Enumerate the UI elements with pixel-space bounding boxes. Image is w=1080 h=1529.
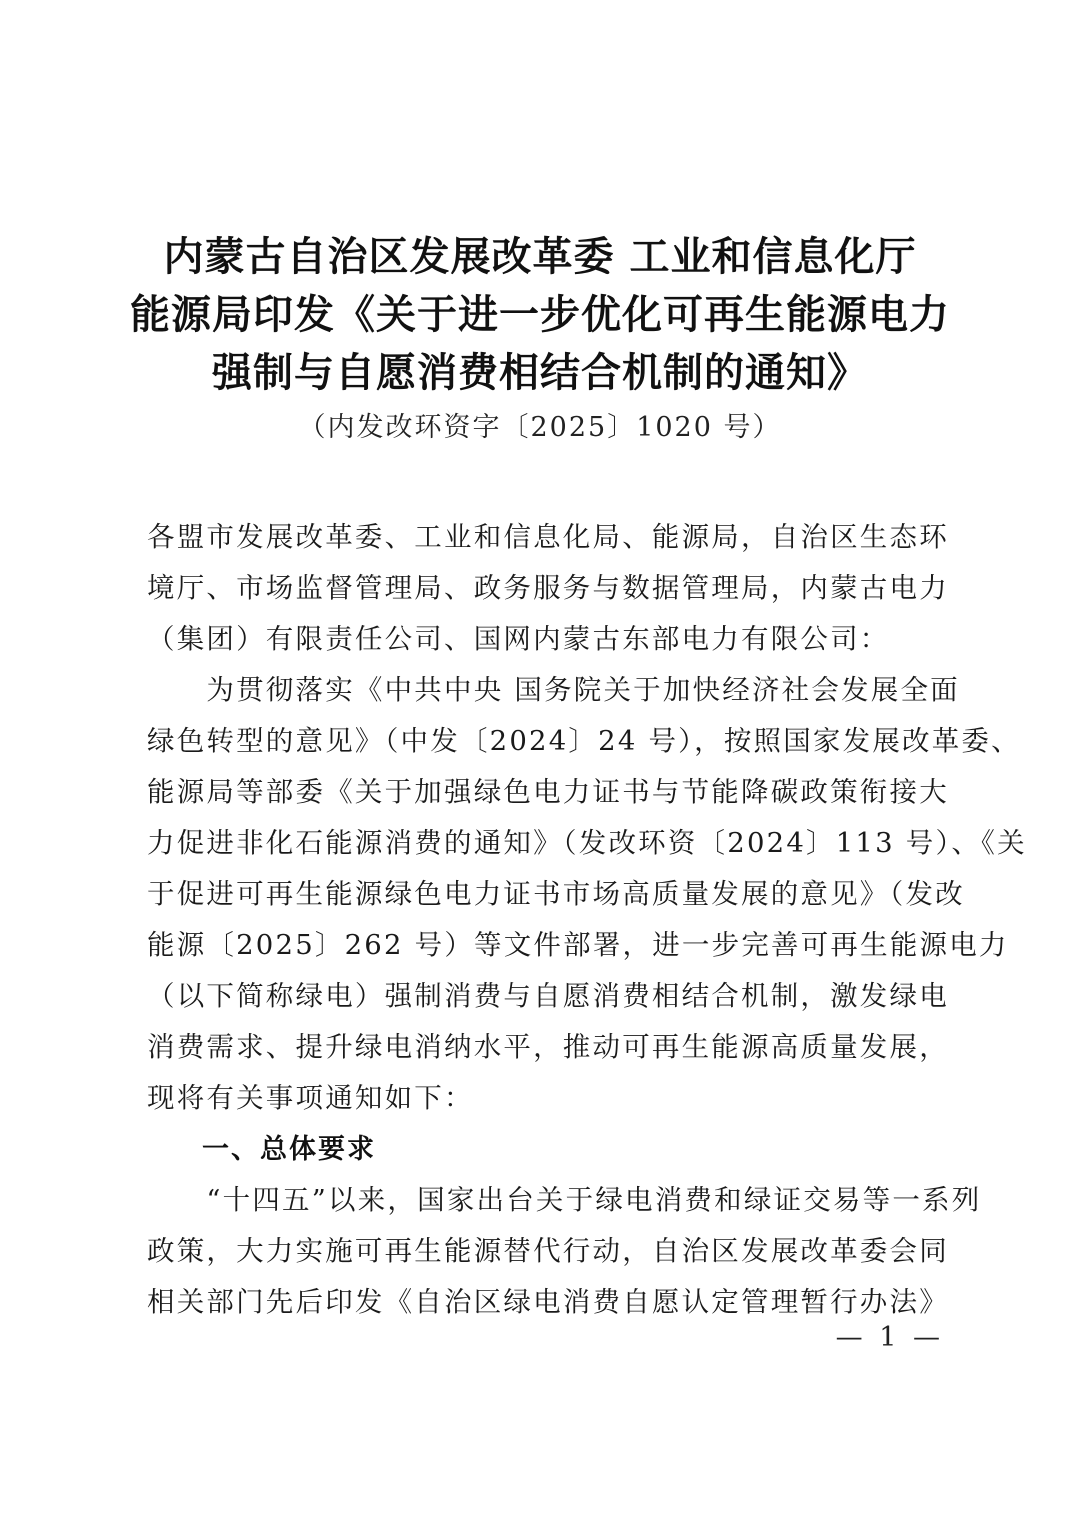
intro-line: 绿色转型的意见》（中发〔2024〕24 号），按照国家发展改革委、	[147, 725, 1021, 757]
document-number: （内发改环资字〔2025〕1020 号）	[298, 412, 782, 443]
intro-line: 能源局等部委《关于加强绿色电力证书与节能降碳政策衔接大	[147, 776, 949, 808]
document-body	[147, 512, 1027, 1328]
section-heading: 一、总体要求	[202, 1134, 376, 1165]
addressee-line: 各盟市发展改革委、工业和信息化局、能源局，自治区生态环	[147, 521, 949, 553]
section-line: “十四五”以来，国家出台关于绿电消费和绿证交易等一系列	[147, 1184, 982, 1216]
intro-line: （以下简称绿电）强制消费与自愿消费相结合机制，激发绿电	[147, 980, 949, 1012]
intro-line: 力促进非化石能源消费的通知》（发改环资〔2024〕113 号）、《关	[147, 827, 1027, 859]
addressee-line: （集团）有限责任公司、国网内蒙古东部电力有限公司：	[147, 623, 890, 655]
document-title-line-1: 内蒙古自治区发展改革委 工业和信息化厅	[163, 234, 917, 280]
intro-line: 于促进可再生能源绿色电力证书市场高质量发展的意见》（发改	[147, 878, 965, 910]
intro-line: 消费需求、提升绿电消纳水平，推动可再生能源高质量发展，	[147, 1031, 949, 1063]
document-title-line-2: 能源局印发《关于进一步优化可再生能源电力	[130, 292, 950, 338]
section-line: 相关部门先后印发《自治区绿电消费自愿认定管理暂行办法》	[147, 1286, 949, 1318]
addressee-paragraph	[147, 512, 949, 665]
addressee-line: 境厅、市场监督管理局、政务服务与数据管理局，内蒙古电力	[147, 572, 949, 604]
title-block	[110, 228, 970, 448]
intro-line: 现将有关事项通知如下：	[147, 1082, 474, 1114]
section-paragraph	[147, 1175, 982, 1328]
intro-line: 能源〔2025〕262 号）等文件部署，进一步完善可再生能源电力	[147, 929, 1009, 961]
intro-paragraph	[147, 665, 1027, 1124]
section-line: 政策，大力实施可再生能源替代行动，自治区发展改革委会同	[147, 1235, 949, 1267]
document-title-line-3: 强制与自愿消费相结合机制的通知》	[212, 350, 868, 396]
page-number: — 1 —	[835, 1322, 944, 1353]
intro-line: 为贯彻落实《中共中央 国务院关于加快经济社会发展全面	[147, 674, 960, 706]
